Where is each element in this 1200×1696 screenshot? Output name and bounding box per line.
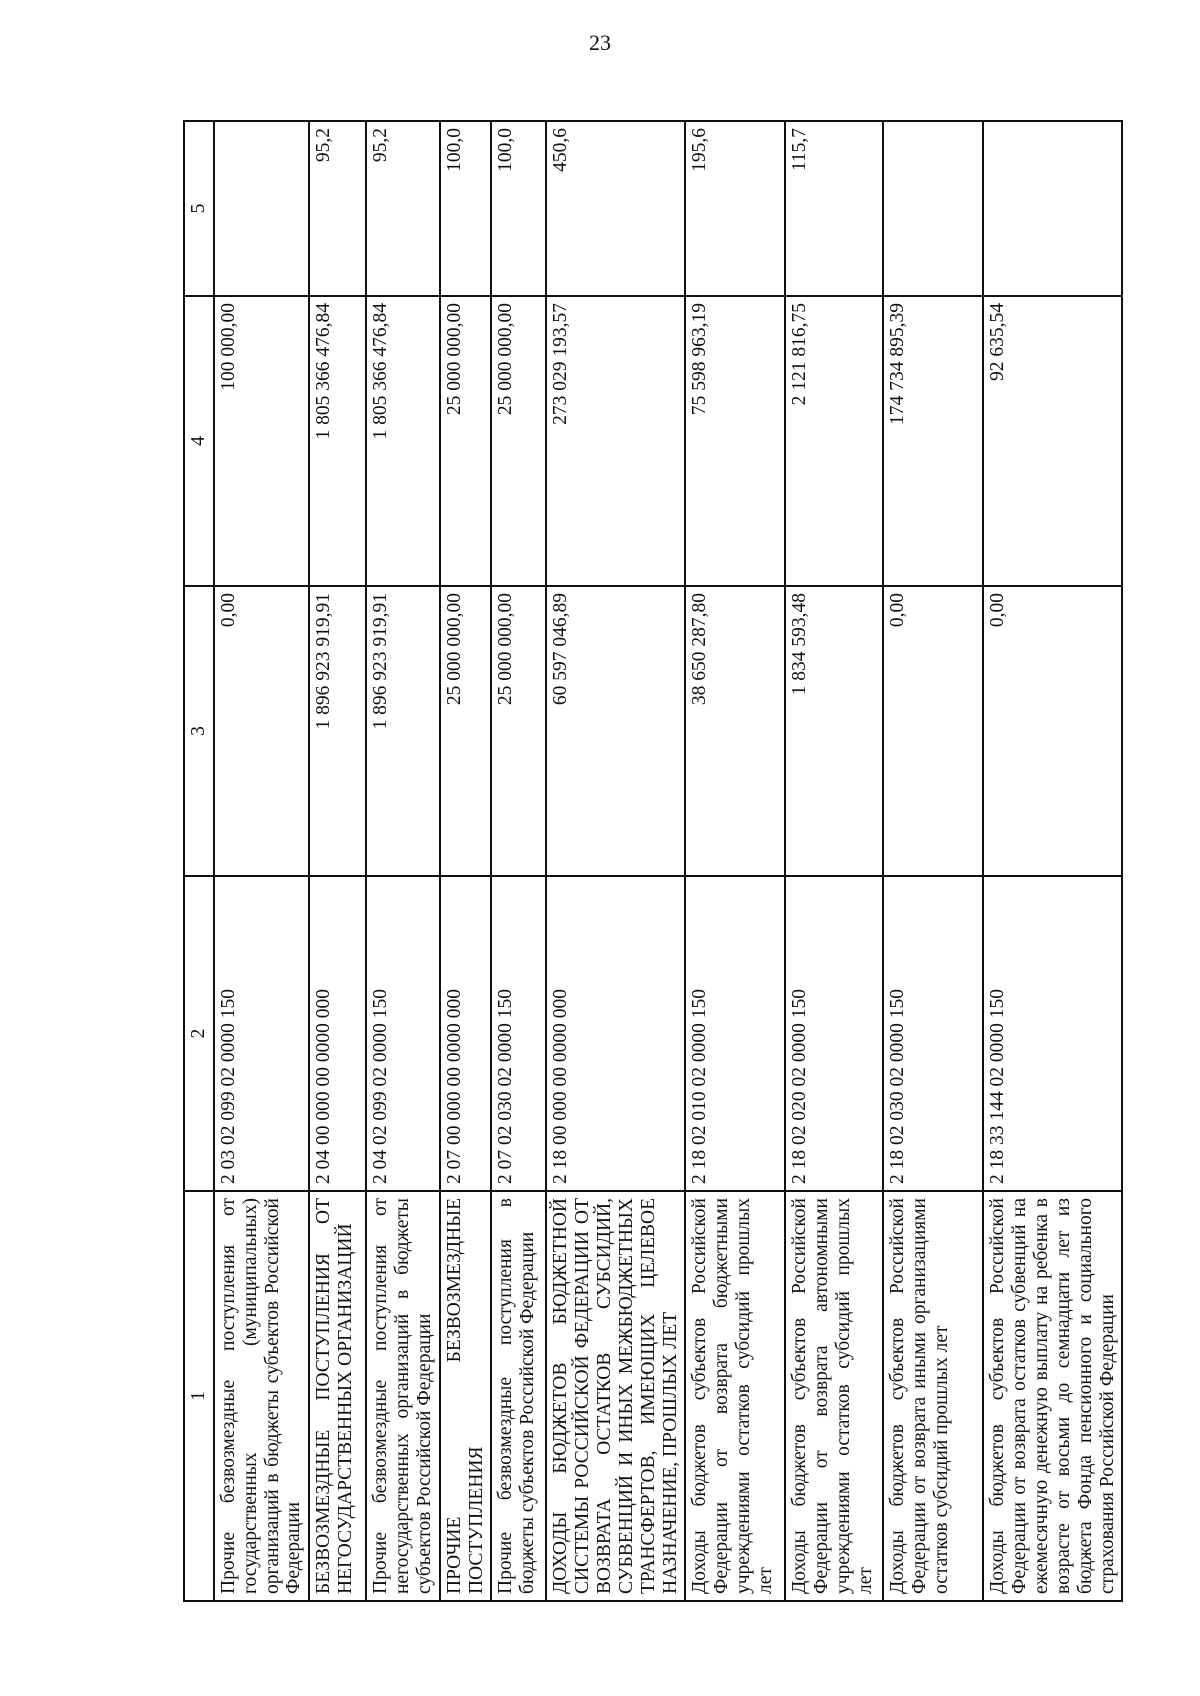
row-name: ДОХОДЫ БЮДЖЕТОВ БЮДЖЕТНОЙ СИСТЕМЫ РОССИЙСКОЙ ФЕДЕРАЦИИ ОТ ВОЗВРАТА ОСТАТКОВ СУБСИДИЙ, СУБВЕНЦИЙ И ИНЫХ МЕЖБЮДЖЕТНЫХ ТРАНСФЕРТОВ, ИМЕЮЩИХ ЦЕЛЕВОЕ НАЗНАЧЕНИЕ, ПРОШЛЫХ ЛЕТ	[546, 1191, 685, 1601]
row-code: 2 03 02 099 02 0000 150	[214, 876, 309, 1191]
row-code: 2 04 00 000 00 0000 000	[309, 876, 366, 1191]
row-col5: 115,7	[785, 121, 883, 296]
row-col5: 100,0	[491, 121, 546, 296]
table-row	[546, 121, 685, 1601]
row-col3: 0,00	[883, 586, 983, 876]
row-col4: 1 805 366 476,84	[366, 296, 439, 586]
row-col5: 95,2	[366, 121, 439, 296]
row-code: 2 18 33 144 02 0000 150	[983, 876, 1122, 1191]
row-col4: 273 029 193,57	[546, 296, 685, 586]
row-col4: 25 000 000,00	[491, 296, 546, 586]
row-code: 2 04 02 099 02 0000 150	[366, 876, 439, 1191]
row-col5	[983, 121, 1122, 296]
row-col3: 25 000 000,00	[491, 586, 546, 876]
row-col5: 195,6	[685, 121, 785, 296]
row-name: Доходы бюджетов субъектов Российской Федерации от возврата иными организациями остатков субсидий прошлых лет	[883, 1191, 983, 1601]
row-col5: 100,0	[440, 121, 492, 296]
header-col-2: 2	[184, 876, 214, 1191]
row-col5: 450,6	[546, 121, 685, 296]
row-name: Доходы бюджетов субъектов Российской Федерации от возврата бюджетными учреждениями остатков субсидий прошлых лет	[685, 1191, 785, 1601]
table-row	[491, 121, 546, 1601]
page-number: 23	[589, 30, 611, 55]
row-col3: 60 597 046,89	[546, 586, 685, 876]
table-row	[440, 121, 492, 1601]
header-col-4: 4	[184, 296, 214, 586]
row-col4: 2 121 816,75	[785, 296, 883, 586]
row-name: Прочие безвозмездные поступления от государственных (муниципальных) организаций в бюджеты субъектов Российской Федерации	[214, 1191, 309, 1601]
table-row	[309, 121, 366, 1601]
row-name: ПРОЧИЕ БЕЗВОЗМЕЗДНЫЕ ПОСТУПЛЕНИЯ	[440, 1191, 492, 1601]
header-col-1: 1	[184, 1191, 214, 1601]
row-col3: 0,00	[214, 586, 309, 876]
row-col5: 95,2	[309, 121, 366, 296]
header-row	[184, 121, 214, 1601]
row-col3: 1 834 593,48	[785, 586, 883, 876]
table-row	[366, 121, 439, 1601]
row-col3: 38 650 287,80	[685, 586, 785, 876]
row-code: 2 18 02 010 02 0000 150	[685, 876, 785, 1191]
table-row	[883, 121, 983, 1601]
row-name: Прочие безвозмездные поступления в бюджеты субъектов Российской Федерации	[491, 1191, 546, 1601]
header-col-3: 3	[184, 586, 214, 876]
row-name: БЕЗВОЗМЕЗДНЫЕ ПОСТУПЛЕНИЯ ОТ НЕГОСУДАРСТВЕННЫХ ОРГАНИЗАЦИЙ	[309, 1191, 366, 1601]
table-row	[685, 121, 785, 1601]
row-code: 2 18 02 020 02 0000 150	[785, 876, 883, 1191]
row-col4: 174 734 895,39	[883, 296, 983, 586]
row-col5	[214, 121, 309, 296]
table-row	[214, 121, 309, 1601]
row-code: 2 18 00 000 00 0000 000	[546, 876, 685, 1191]
row-col3: 25 000 000,00	[440, 586, 492, 876]
row-name: Доходы бюджетов субъектов Российской Федерации от возврата остатков субвенций на ежемесячную денежную выплату на ребенка в возрасте от восьми до семнадцати лет из бюджета Фонда пенсионного и социального страхования Российской Федерации	[983, 1191, 1122, 1601]
table-row	[983, 121, 1122, 1601]
header-col-5: 5	[184, 121, 214, 296]
row-col4: 25 000 000,00	[440, 296, 492, 586]
row-col5	[883, 121, 983, 296]
row-col3: 1 896 923 919,91	[366, 586, 439, 876]
row-code: 2 18 02 030 02 0000 150	[883, 876, 983, 1191]
table-row	[785, 121, 883, 1601]
row-col4: 92 635,54	[983, 296, 1122, 586]
row-col3: 0,00	[983, 586, 1122, 876]
row-name: Прочие безвозмездные поступления от негосударственных организаций в бюджеты субъектов Российской Федерации	[366, 1191, 439, 1601]
row-col3: 1 896 923 919,91	[309, 586, 366, 876]
row-col4: 75 598 963,19	[685, 296, 785, 586]
row-col4: 100 000,00	[214, 296, 309, 586]
row-name: Доходы бюджетов субъектов Российской Федерации от возврата автономными учреждениями остатков субсидий прошлых лет	[785, 1191, 883, 1601]
rotated-table-container	[183, 122, 1118, 1602]
row-code: 2 07 02 030 02 0000 150	[491, 876, 546, 1191]
row-code: 2 07 00 000 00 0000 000	[440, 876, 492, 1191]
revenue-table	[183, 120, 1123, 1602]
row-col4: 1 805 366 476,84	[309, 296, 366, 586]
